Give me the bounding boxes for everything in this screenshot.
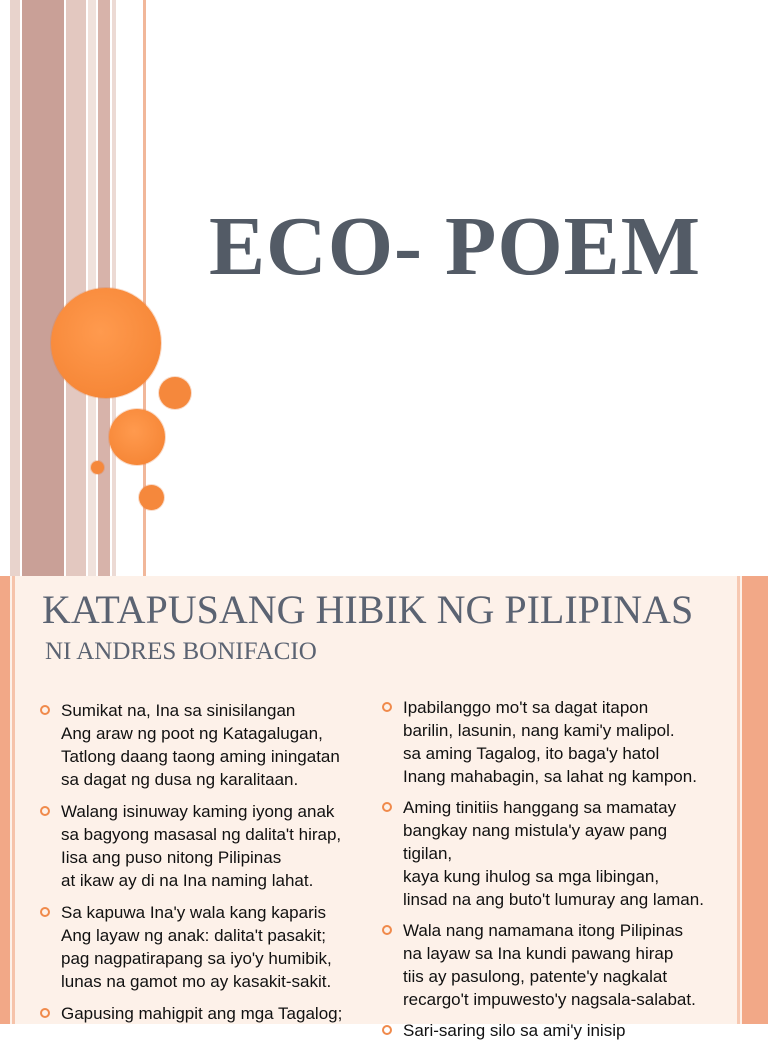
poem-line: Gapusing mahigpit ang mga Tagalog;: [61, 1004, 343, 1023]
decorative-strip: [22, 0, 64, 576]
bullet-ring-icon: [40, 1008, 50, 1018]
decorative-circle-large: [51, 288, 161, 398]
poem-line: Sumikat na, Ina sa sinisilangan: [61, 701, 296, 720]
poem-line: sa bagyong masasal ng dalita't hirap,: [61, 825, 342, 844]
poem-line: Ang layaw ng anak: dalita't pasakit;: [61, 926, 327, 945]
stanza: [36, 800, 386, 892]
poem-line: Aming tinitiis hanggang sa mamatay: [403, 798, 677, 817]
decorative-circle-medium: [109, 409, 165, 465]
poem-line: at ikaw ay di na Ina naming lahat.: [61, 871, 314, 890]
poem-line: Ipabilanggo mo't sa dagat itapon: [403, 698, 649, 717]
stanza: [378, 696, 748, 788]
poem-line: Tatlong daang taong aming iningatan: [61, 747, 340, 766]
poem-line: Inang mahabagin, sa lahat ng kampon.: [403, 767, 697, 786]
poem-line: Ang araw ng poot ng Katagalugan,: [61, 724, 323, 743]
poem-line: Iisa ang puso nitong Pilipinas: [61, 848, 282, 867]
bullet-ring-icon: [40, 806, 50, 816]
slide-title: ECO- POEM: [209, 200, 701, 293]
poem-line: pag nagpatirapang sa iyo'y humibik,: [61, 949, 332, 968]
poem-line: Wala nang namamana itong Pilipinas: [403, 921, 684, 940]
stanza: [378, 796, 748, 911]
decorative-circle: [139, 485, 164, 510]
poem-author: NI ANDRES BONIFACIO: [45, 638, 317, 665]
decorative-strip: [66, 0, 86, 576]
stanza: [36, 1002, 386, 1025]
stanza: [378, 919, 748, 1011]
poem-line: bangkay nang mistula'y ayaw pang: [403, 821, 668, 840]
poem-slide: [0, 576, 768, 1040]
poem-line: lunas na gamot mo ay kasakit-sakit.: [61, 972, 332, 991]
poem-line: Sa kapuwa Ina'y wala kang kaparis: [61, 903, 327, 922]
bullet-ring-icon: [382, 925, 392, 935]
bullet-ring-icon: [382, 1025, 392, 1035]
poem-line: sa aming Tagalog, ito baga'y hatol: [403, 744, 660, 763]
bullet-ring-icon: [40, 705, 50, 715]
stanza: [36, 901, 386, 993]
decorative-edge-left: [0, 576, 10, 1024]
decorative-strip: [10, 0, 20, 576]
poem-title: KATAPUSANG HIBIK NG PILIPINAS: [42, 587, 694, 632]
poem-line: tigilan,: [403, 844, 453, 863]
poem-line: kaya kung ihulog sa mga libingan,: [403, 867, 660, 886]
poem-line: sa dagat ng dusa ng karalitaan.: [61, 770, 299, 789]
poem-line: Sari-saring silo sa ami'y inisip: [403, 1021, 626, 1040]
stanza: [378, 1019, 748, 1042]
poem-line: Walang isinuway kaming iyong anak: [61, 802, 335, 821]
bullet-ring-icon: [382, 702, 392, 712]
stanza: [36, 699, 386, 791]
decorative-circle: [159, 377, 191, 409]
poem-line: linsad na ang buto't lumuray ang laman.: [403, 890, 704, 909]
bullet-ring-icon: [382, 802, 392, 812]
poem-line: tiis ay pasulong, patente'y nagkalat: [403, 967, 668, 986]
poem-line: recargo't impuwesto'y nagsala-salabat.: [403, 990, 696, 1009]
poem-column-left: [36, 699, 386, 1034]
bullet-ring-icon: [40, 907, 50, 917]
decorative-circle-small: [91, 461, 104, 474]
poem-column-right: [378, 696, 748, 1050]
decorative-edge-left-thin: [12, 576, 15, 1024]
poem-line: na layaw sa Ina kundi pawang hirap: [403, 944, 674, 963]
poem-line: barilin, lasunin, nang kami'y malipol.: [403, 721, 675, 740]
